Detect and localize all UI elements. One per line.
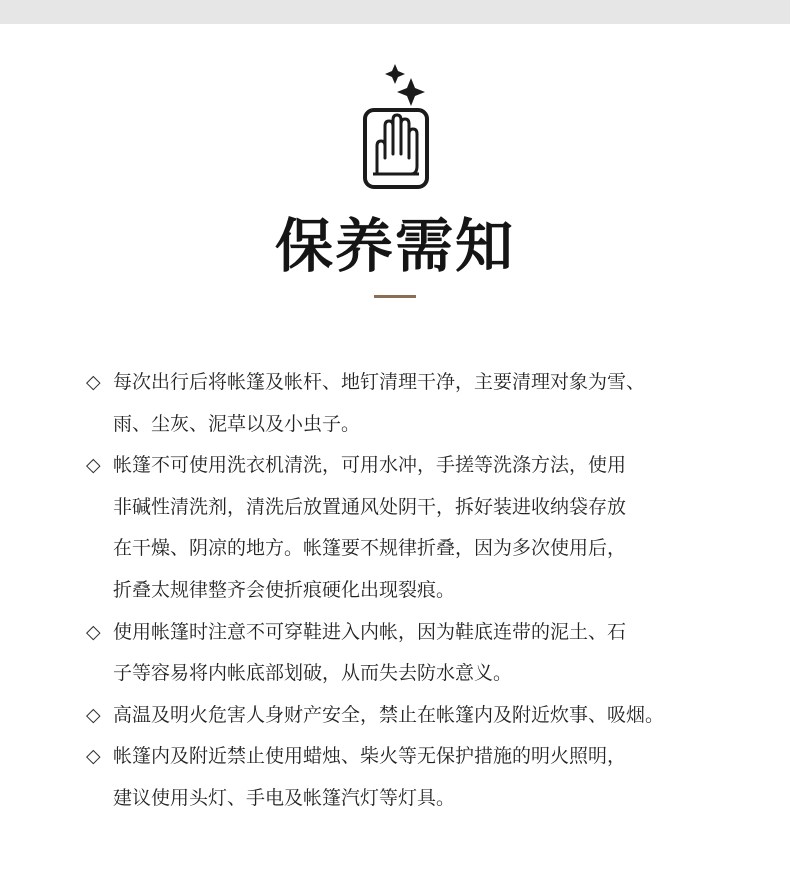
top-bar: [0, 0, 790, 24]
note-line: 每次出行后将帐篷及帐杆、地钉清理干净，主要清理对象为雪、: [113, 371, 646, 393]
hand-outline: [377, 115, 417, 174]
care-notes-list: [86, 362, 766, 820]
diamond-bullet-icon: ◇: [86, 454, 101, 477]
sparkle-large-icon: [397, 78, 425, 106]
note-line: 帐篷不可使用洗衣机清洗，可用水冲，手搓等洗涤方法，使用: [113, 454, 627, 477]
note-line: 在干燥、阴凉的地方。帐篷要不规律折叠，因为多次使用后，: [113, 537, 627, 560]
diamond-bullet-icon: ◇: [86, 620, 101, 643]
list-item: [86, 612, 766, 695]
list-item: [86, 695, 766, 737]
diamond-bullet-icon: ◇: [86, 371, 101, 393]
note-line: 建议使用头灯、手电及帐篷汽灯等灯具。: [113, 786, 456, 809]
diamond-bullet-icon: ◇: [86, 745, 101, 768]
hand-care-sparkle-icon: [355, 62, 435, 192]
note-line: 高温及明火危害人身财产安全，禁止在帐篷内及附近炊事、吸烟。: [113, 703, 665, 726]
list-item: [86, 736, 766, 819]
note-line: 非碱性清洗剂，清洗后放置通风处阴干，拆好装进收纳袋存放: [113, 495, 627, 518]
sparkle-small-icon: [385, 64, 405, 84]
note-line: 雨、尘灰、泥草以及小虫子。: [113, 412, 361, 435]
list-item: [86, 362, 766, 445]
diamond-bullet-icon: ◇: [86, 703, 101, 726]
page-title: 保养需知: [274, 212, 515, 280]
title-divider: [374, 295, 416, 298]
note-line: 使用帐篷时注意不可穿鞋进入内帐，因为鞋底连带的泥土、石: [113, 620, 627, 643]
list-item: [86, 445, 766, 611]
note-line: 折叠太规律整齐会使折痕硬化出现裂痕。: [113, 578, 456, 601]
note-line: 帐篷内及附近禁止使用蜡烛、柴火等无保护措施的明火照明，: [113, 745, 627, 768]
note-line: 子等容易将内帐底部划破，从而失去防水意义。: [113, 662, 513, 685]
